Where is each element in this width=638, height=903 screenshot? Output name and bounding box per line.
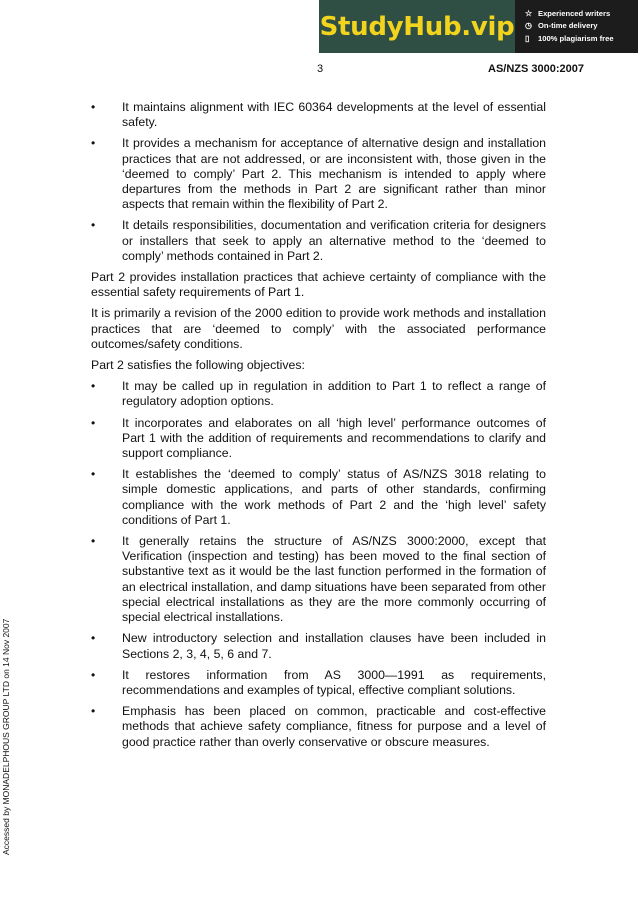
list-item-text: It provides a mechanism for acceptance of alternative design and installation practices that are not addressed, or are inconsistent with, those given in the ‘deemed to comply’ Part 2. This mechanism is intended to apply where departures from the methods in Part 2 are significant rather than minor aspects that remain within the flexibility of Part 2. (122, 136, 546, 212)
list-item-text: New introductory selection and installation clauses have been included in Sections 2, 3, 4, 5, 6 and 7. (122, 631, 546, 661)
bullet-icon: • (91, 379, 96, 394)
list-item (91, 704, 546, 750)
feature-label: On-time delivery (538, 21, 598, 31)
bullet-icon: • (91, 467, 96, 482)
list-item (91, 416, 546, 462)
page-body (91, 100, 546, 756)
list-item-text: It establishes the ‘deemed to comply’ status of AS/NZS 3018 relating to simple domestic applications, and parts of other standards, confirming compliance with the work methods of Part 2 and the ‘high level’ safety conditions of Part 1. (122, 467, 546, 527)
list-item (91, 668, 546, 698)
star-icon: ☆ (525, 8, 533, 18)
list-item (91, 467, 546, 528)
list-item (91, 631, 546, 661)
bullet-icon: • (91, 100, 96, 114)
list-item-text: It details responsibilities, documentation and verification criteria for designers or installers that seek to apply an alternative method to the ‘deemed to comply’ methods contained in Part 2. (122, 218, 546, 263)
list-item-text: Emphasis has been placed on common, practicable and cost-effective methods that achieve safety compliance, fitness for purpose and a level of good practice rather than overly conservative or obscure measures. (122, 704, 546, 749)
studyhub-banner[interactable] (319, 0, 638, 53)
bullet-icon: • (91, 218, 96, 233)
bullet-icon: • (91, 667, 96, 682)
access-note: Accessed by MONADELPHOUS GROUP LTD on 14 Nov 2007 (1, 618, 11, 855)
standard-code: AS/NZS 3000:2007 (488, 63, 584, 75)
list-item-text: It may be called up in regulation in addition to Part 1 to reflect a range of regulatory adoption options. (122, 379, 546, 409)
feature-label: Experienced writers (538, 8, 611, 18)
bullet-icon: • (91, 136, 96, 151)
feature-on-time-delivery (525, 20, 638, 33)
bullet-icon: • (91, 631, 96, 646)
clock-icon: ◷ (525, 21, 532, 31)
paragraph: It is primarily a revision of the 2000 edition to provide work methods and installation practices that are ‘deemed to comply’ with the associated performance outcomes/safety conditions. (91, 306, 546, 351)
list-item-text: It generally retains the structure of AS/NZS 3000:2000, except that Verification (inspection and testing) has been moved to the final section of substantive text as it would be the last function performed in the formation of an electrical installation, and damp situations have been separated from other special electrical installations as they are the more commonly occurring of special electrical installations. (122, 534, 546, 625)
document-icon: ▯ (525, 33, 530, 43)
paragraph: Part 2 provides installation practices that achieve certainty of compliance with the essential safety requirements of Part 1. (91, 270, 546, 300)
list-item (91, 379, 546, 409)
list-item-text: It restores information from AS 3000—1991 as requirements, recommendations and examples of typical, effective compliant solutions. (122, 667, 546, 697)
list-item (91, 136, 546, 212)
list-item-text: It incorporates and elaborates on all ‘high level’ performance outcomes of Part 1 with the addition of requirements and recommendations to clarify and support compliance. (122, 415, 546, 461)
list-item (91, 534, 546, 625)
feature-experienced-writers (525, 8, 638, 21)
bullet-icon: • (91, 704, 96, 719)
list-item (91, 218, 546, 264)
bullet-icon: • (91, 415, 96, 430)
feature-plagiarism-free (525, 33, 638, 46)
banner-features (515, 0, 638, 53)
feature-label: 100% plagiarism free (538, 33, 614, 43)
studyhub-logo-text: StudyHub.vip (319, 11, 515, 42)
page-number: 3 (316, 63, 324, 75)
bullet-icon: • (91, 534, 96, 549)
list-item (91, 100, 546, 130)
list-item-text: It maintains alignment with IEC 60364 developments at the level of essential safety. (122, 100, 546, 130)
studyhub-logo[interactable] (319, 0, 515, 53)
paragraph: Part 2 satisfies the following objectives: (91, 358, 305, 373)
